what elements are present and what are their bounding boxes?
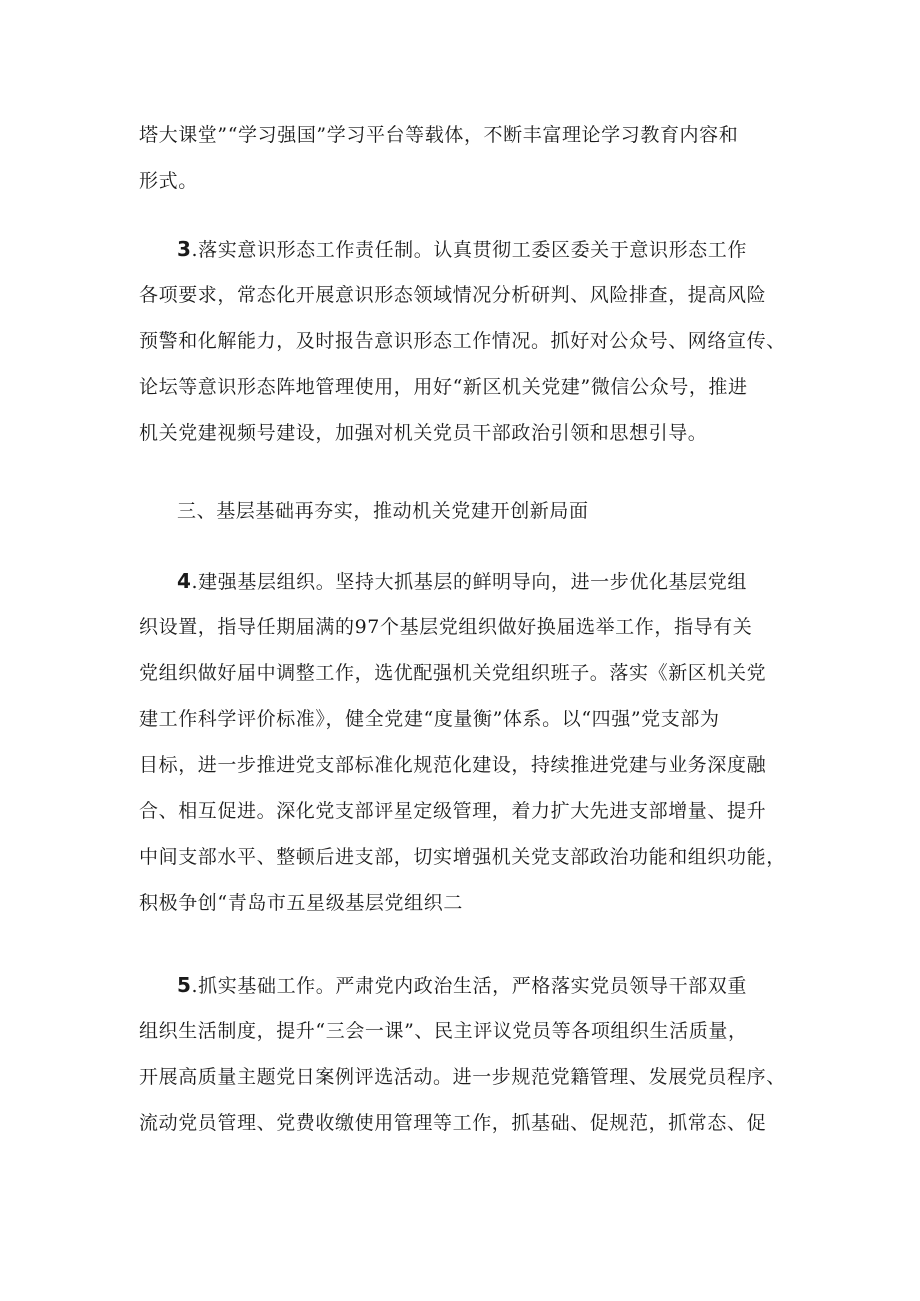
- text-line-first: [139, 962, 799, 1008]
- paragraph-continuation: [139, 112, 799, 204]
- text-line: 塔大课堂”“学习强国”学习平台等载体，不断丰富理论学习教育内容和: [139, 124, 739, 146]
- paragraph-item-3: [139, 226, 799, 456]
- text-line: 织设置，指导任期届满的97个基层党组织做好换届选举工作，指导有关: [139, 616, 753, 638]
- text-line: 积极争创“青岛市五星级基层党组织二: [139, 892, 463, 914]
- text-line: 合、相互促进。深化党支部评星定级管理，着力扩大先进支部增量、提升: [139, 800, 767, 822]
- text-line: 流动党员管理、党费收缴使用管理等工作，抓基础、促规范，抓常态、促: [139, 1112, 767, 1134]
- item-number: 3: [177, 237, 192, 261]
- text-line: 目标，进一步推进党支部标准化规范化建设，持续推进党建与业务深度融: [139, 754, 767, 776]
- text-line: 论坛等意识形态阵地管理使用，用好“新区机关党建”微信公众号，推进: [139, 376, 748, 398]
- text-line-first: [139, 226, 799, 272]
- section-heading-3: [139, 488, 799, 534]
- heading-text: 三、基层基础再夯实，推动机关党建开创新局面: [177, 500, 589, 522]
- text-line: .抓实基础工作。严肃党内政治生活，严格落实党员领导干部双重: [191, 975, 747, 997]
- text-line: 形式。: [139, 170, 198, 192]
- item-number: 4: [177, 569, 192, 593]
- text-line: 开展高质量主题党日案例评选活动。进一步规范党籍管理、发展党员程序、: [139, 1066, 786, 1088]
- text-line: .建强基层组织。坚持大抓基层的鲜明导向，进一步优化基层党组: [191, 571, 747, 593]
- text-line: 组织生活制度，提升“三会一课”、民主评议党员等各项组织生活质量，: [139, 1020, 748, 1042]
- text-line-first: [139, 558, 799, 604]
- item-number: 5: [177, 973, 192, 997]
- paragraph-item-5: [139, 962, 799, 1146]
- text-line: 各项要求，常态化开展意识形态领域情况分析研判、风险排查，提高风险: [139, 284, 767, 306]
- text-line: 机关党建视频号建设，加强对机关党员干部政治引领和思想引导。: [139, 422, 708, 444]
- text-line: 预警和化解能力，及时报告意识形态工作情况。抓好对公众号、网络宣传、: [139, 330, 786, 352]
- text-line: 党组织做好届中调整工作，选优配强机关党组织班子。落实《新区机关党: [139, 662, 767, 684]
- text-line: .落实意识形态工作责任制。认真贯彻工委区委关于意识形态工作: [191, 239, 747, 261]
- text-line: 中间支部水平、整顿后进支部，切实增强机关党支部政治功能和组织功能，: [139, 846, 786, 868]
- text-line: 建工作科学评价标准》，健全党建“度量衡”体系。以“四强”党支部为: [139, 708, 720, 730]
- paragraph-item-4: [139, 558, 799, 926]
